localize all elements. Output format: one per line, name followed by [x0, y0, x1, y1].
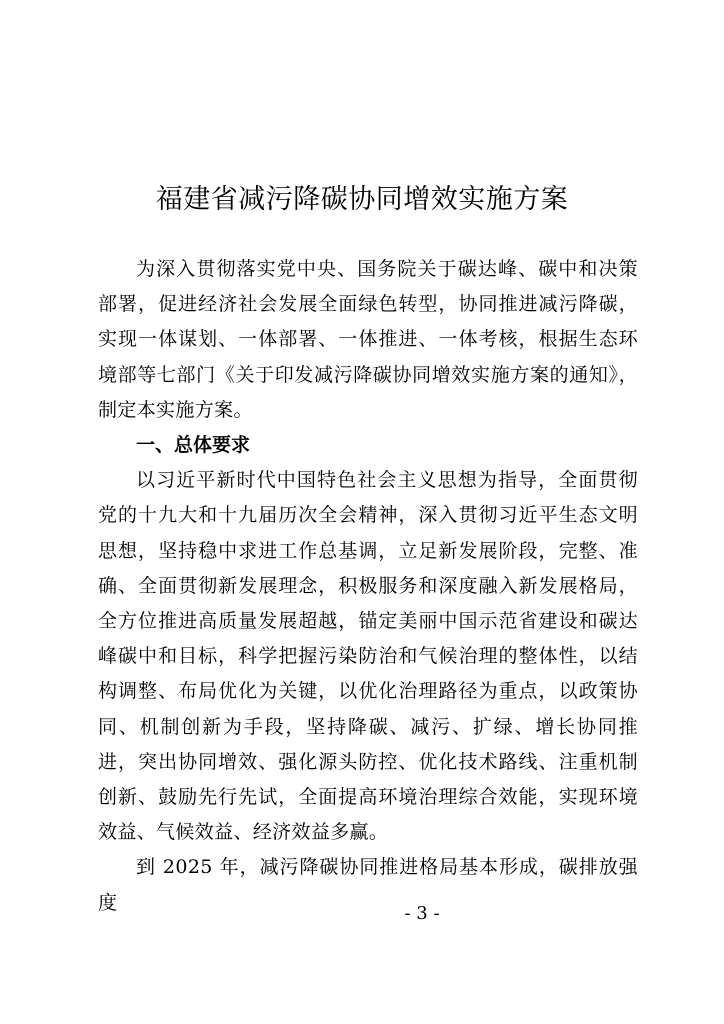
document-body — [98, 252, 638, 921]
document-title: 福建省减污降碳协同增效实施方案 — [155, 184, 569, 215]
page-number: - 3 - — [404, 903, 440, 924]
intro-paragraph: 为深入贯彻落实党中央、国务院关于碳达峰、碳中和决策部署，促进经济社会发展全面绿色转型，协同推进减污降碳，实现一体谋划、一体部署、一体推进、一体考核，根据生态环境部等七部门《关于印发减污降碳协同增效实施方案的通知》，制定本实施方案。 — [98, 258, 638, 421]
guiding-principles-paragraph: 以习近平新时代中国特色社会主义思想为指导，全面贯彻党的十九大和十九届历次全会精神，深入贯彻习近平生态文明思想，坚持稳中求进工作总基调，立足新发展阶段，完整、准确、全面贯彻新发展理念，积极服务和深度融入新发展格局，全方位推进高质量发展超越，锚定美丽中国示范省建设和碳达峰碳中和目标，科学把握污染防治和气候治理的整体性，以结构调整、布局优化为关键，以优化治理路径为重点，以政策协同、机制创新为手段，坚持降碳、减污、扩绿、增长协同推进，突出协同增效、强化源头防控、优化技术路线、注重机制创新、鼓励先行先试，全面提高环境治理综合效能，实现环境效益、气候效益、经济效益多赢。 — [98, 469, 638, 844]
section-heading-general-requirements: 一、总体要求 — [136, 434, 251, 457]
targets-2025-paragraph: 到 2025 年，减污降碳协同推进格局基本形成，碳排放强度 — [98, 856, 638, 914]
